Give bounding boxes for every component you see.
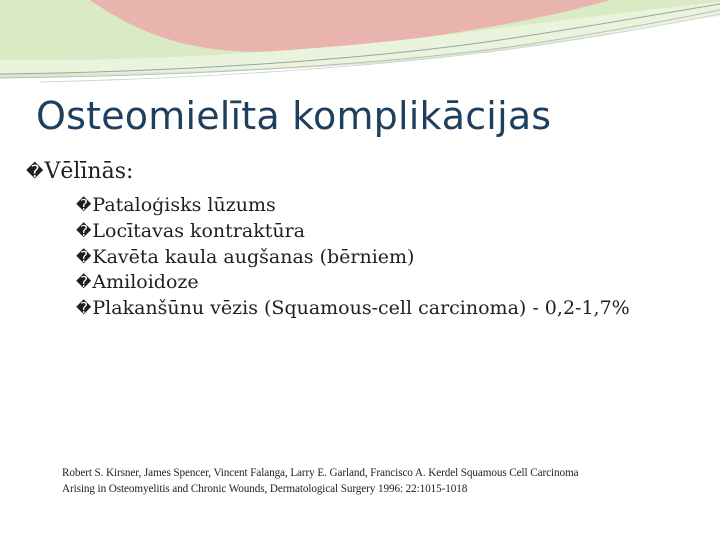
list-item-text: Plakanšūnu vēzis (Squamous-cell carcinoma) - 0,2-1,7% — [92, 297, 630, 320]
bullet-icon: � — [76, 221, 92, 240]
list-item-text: Pataloģisks lūzums — [92, 194, 276, 216]
header-swoosh-decoration — [0, 0, 720, 90]
bullet-icon: � — [76, 299, 92, 318]
list-item — [76, 270, 630, 296]
bullet-icon: � — [76, 247, 92, 266]
list-item — [76, 296, 630, 322]
reference-line-2: Arising in Osteomyelitis and Chronic Wounds, Dermatological Surgery 1996: 22:1015-1018 — [62, 483, 468, 495]
list-item — [76, 245, 630, 271]
slide-title: Osteomielīta komplikācijas — [36, 94, 552, 138]
list-item-text: Locītavas kontraktūra — [92, 219, 306, 242]
list-item-text: Kavēta kaula augšanas (bērniem) — [92, 245, 415, 268]
list-item-text: Amiloidoze — [92, 271, 199, 294]
sub-bullet-list — [76, 193, 630, 322]
bullet-icon: � — [26, 162, 44, 182]
list-item — [76, 193, 630, 219]
reference-line-1: Robert S. Kirsner, James Spencer, Vincent Falanga, Larry E. Garland, Francisco A. Kerdel Squamous Cell Carcinoma — [62, 467, 579, 479]
main-bullet-text: Vēlīnās: — [44, 159, 134, 184]
reference-citation — [62, 465, 692, 497]
bullet-icon: � — [76, 196, 92, 214]
list-item — [76, 219, 630, 245]
bullet-icon: � — [76, 273, 92, 292]
main-bullet — [26, 157, 133, 187]
